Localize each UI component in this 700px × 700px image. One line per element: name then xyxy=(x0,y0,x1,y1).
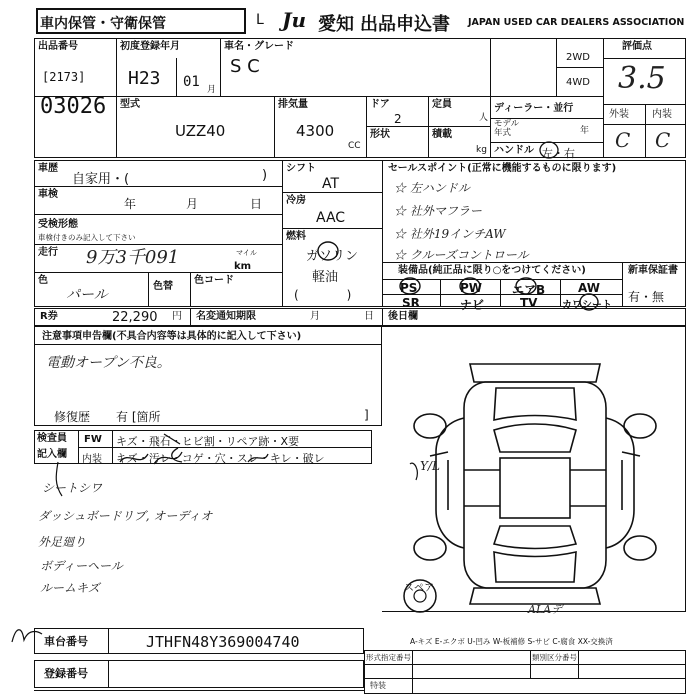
lot-number: 03026 xyxy=(40,94,107,119)
capacity-unit: 人 xyxy=(479,113,489,123)
form-number-label: 形式指定番号 xyxy=(366,653,411,662)
spare-label: スペア xyxy=(404,583,434,594)
warranty-value: 有・無 xyxy=(628,290,665,304)
handwritten-note: ボディーヘール xyxy=(40,559,123,573)
cooling-value: AAC xyxy=(316,210,346,226)
interior-grade: C xyxy=(655,128,671,152)
name-change-day: 日 xyxy=(364,311,374,322)
fw-label: FW xyxy=(84,434,102,445)
after-sale-label: 後日欄 xyxy=(388,311,418,322)
spare-tire-icon xyxy=(400,576,440,616)
doors-label: ドア xyxy=(370,99,390,110)
form-title: 出品申込書 xyxy=(360,14,450,35)
mileage-unit-mile: マイル xyxy=(236,249,257,257)
history-value: 自家用・( xyxy=(72,172,130,187)
year-unit: 年 xyxy=(580,126,590,136)
repair-label: 修復歴 xyxy=(54,410,91,424)
history-label: 車歴 xyxy=(38,163,58,174)
equip-pw: PW xyxy=(460,281,483,295)
selling-point-item: ☆ 左ハンドル xyxy=(394,181,470,195)
airbag-circle xyxy=(514,276,538,296)
displacement-value: 4300 xyxy=(296,122,335,140)
ps-circle xyxy=(398,276,422,296)
history-close: ) xyxy=(262,168,268,183)
shape-label: 形状 xyxy=(370,129,390,140)
equip-navi: ナビ xyxy=(460,298,485,312)
fuel-circle xyxy=(316,240,340,262)
accept-label: 受検形態 xyxy=(38,219,78,230)
doors-value: 2 xyxy=(394,112,402,126)
handle-label: ハンドル xyxy=(494,145,534,156)
equip-seat: カワシート xyxy=(562,300,612,311)
notes-label: 注意事項申告欄(不具合内容等は具体的に記入して下さい) xyxy=(42,331,302,342)
car-name-value: S C xyxy=(230,56,260,77)
handle-circle xyxy=(538,140,560,160)
notes-text: 電動オープン不良。 xyxy=(46,355,171,371)
fuel-diesel: 軽油 xyxy=(312,270,339,285)
handwritten-note: 外足廻り xyxy=(38,535,87,549)
color-change-label: 色替 xyxy=(153,281,173,292)
exterior-label: 外装 xyxy=(609,109,629,120)
interior-marks xyxy=(118,446,268,468)
int-items: キズ・汚レ・コゲ・穴・スレ・キレ・破レ xyxy=(116,452,325,465)
storage-label: 車内保管・守衛保管 xyxy=(40,16,166,32)
inspection-year: 年 xyxy=(124,197,137,211)
fw-items: キズ・飛石・ヒビ割・リペア跡・X要 xyxy=(116,435,300,448)
equip-airbag: エアB xyxy=(512,283,546,297)
selling-point-item: ☆ 社外19インチAW xyxy=(394,227,506,241)
model-year-label: モデル 年式 xyxy=(494,119,520,138)
month-unit: 月 xyxy=(207,85,217,95)
warranty-label: 新車保証書 xyxy=(628,265,678,276)
inspection-label: 車検 xyxy=(38,189,58,200)
model-label: 型式 xyxy=(120,99,140,110)
lot-label: 出品番号 xyxy=(38,41,78,52)
grade-label: 評価点 xyxy=(622,41,652,52)
handwritten-note: ダッシュボードリブ, オーディオ xyxy=(38,509,213,523)
diagram-bottom-note: ALAデ xyxy=(528,603,563,616)
brand-name: 愛知 xyxy=(318,14,354,35)
model-value: UZZ40 xyxy=(175,122,226,140)
recycle-label: R券 xyxy=(40,311,58,322)
selling-point-item: ☆ クルーズコントロール xyxy=(394,248,529,262)
first-reg-month: 01 xyxy=(183,74,200,90)
class-number-label: 類別区分番号 xyxy=(532,653,577,662)
equip-tv: TV xyxy=(520,296,538,310)
name-change-month: 月 xyxy=(310,311,320,322)
exterior-grade: C xyxy=(615,128,631,152)
lot-small: [2173] xyxy=(42,70,86,84)
mileage-value: 9万3千091 xyxy=(86,247,180,268)
selling-points-label: セールスポイント(正常に機能するものに限ります) xyxy=(388,163,617,174)
diagram-left-note: Y/L xyxy=(420,459,440,473)
mileage-label: 走行 xyxy=(38,247,58,258)
first-reg-label: 初度登録年月 xyxy=(120,41,180,52)
name-change-label: 名変通知期限 xyxy=(196,311,256,322)
inspection-day: 日 xyxy=(250,197,263,211)
repair-close: ] xyxy=(364,408,369,422)
handwritten-note: ルームキズ xyxy=(40,581,100,595)
fuel-gas: ガソリン xyxy=(306,249,359,264)
recycle-value: 22,290 xyxy=(112,310,158,325)
mileage-unit-km: km xyxy=(234,261,252,272)
shift-label: シフト xyxy=(286,163,316,174)
dealer-label: ディーラー・並行 xyxy=(494,103,574,114)
equip-ps: PS xyxy=(400,281,418,295)
handwritten-note: シートシワ xyxy=(42,481,103,495)
inspector-label-2: 記入欄 xyxy=(37,449,67,460)
load-label: 積載 xyxy=(432,129,452,140)
load-unit: kg xyxy=(476,145,487,155)
special-label: 特装 xyxy=(370,681,386,690)
cooling-label: 冷房 xyxy=(286,195,306,206)
first-reg-year: H23 xyxy=(128,68,161,89)
inspection-month: 月 xyxy=(186,197,199,211)
displacement-unit: CC xyxy=(348,141,361,151)
selling-point-item: ☆ 社外マフラー xyxy=(394,204,482,218)
repair-value: 有 [箇所 xyxy=(116,410,161,424)
fuel-label: 燃料 xyxy=(286,231,306,242)
int-label: 内装 xyxy=(82,454,102,465)
accept-note: 車検付きのみ記入して下さい xyxy=(38,233,136,242)
equipment-label: 装備品(純正品に限り○をつけてください) xyxy=(398,265,586,276)
handle-options: 左・右 xyxy=(542,147,575,160)
shift-value: AT xyxy=(322,176,340,192)
ju-logo: Ju xyxy=(282,8,307,32)
drive-4wd: 4WD xyxy=(566,77,590,88)
capacity-label: 定員 xyxy=(432,99,452,110)
car-name-label: 車名・グレード xyxy=(224,41,294,52)
grade-score: 3.5 xyxy=(618,61,666,96)
storage-mark: L xyxy=(256,12,264,28)
equip-aw: AW xyxy=(578,281,600,295)
equip-sr: SR xyxy=(402,296,420,310)
chassis-label: 車台番号 xyxy=(44,635,88,648)
association-name: JAPAN USED CAR DEALERS ASSOCIATION xyxy=(468,17,685,28)
drive-2wd: 2WD xyxy=(566,52,590,63)
pw-circle xyxy=(458,276,482,296)
color-value: パール xyxy=(66,287,108,303)
color-label: 色 xyxy=(38,275,48,286)
displacement-label: 排気量 xyxy=(278,99,308,110)
reg-label: 登録番号 xyxy=(44,667,88,680)
inspector-label: 検査員 xyxy=(37,433,67,444)
color-code-label: 色コード xyxy=(194,275,234,286)
fuel-paren: ( ) xyxy=(294,288,352,302)
car-diagram xyxy=(400,360,670,610)
interior-label: 内装 xyxy=(652,109,672,120)
damage-legend: A-キズ E-エクボ U-凹み W-板補修 S-サビ C-腐食 XX-交換済 xyxy=(410,637,613,646)
recycle-unit: 円 xyxy=(172,311,182,322)
chassis-value: JTHFN48Y369004740 xyxy=(146,633,300,651)
